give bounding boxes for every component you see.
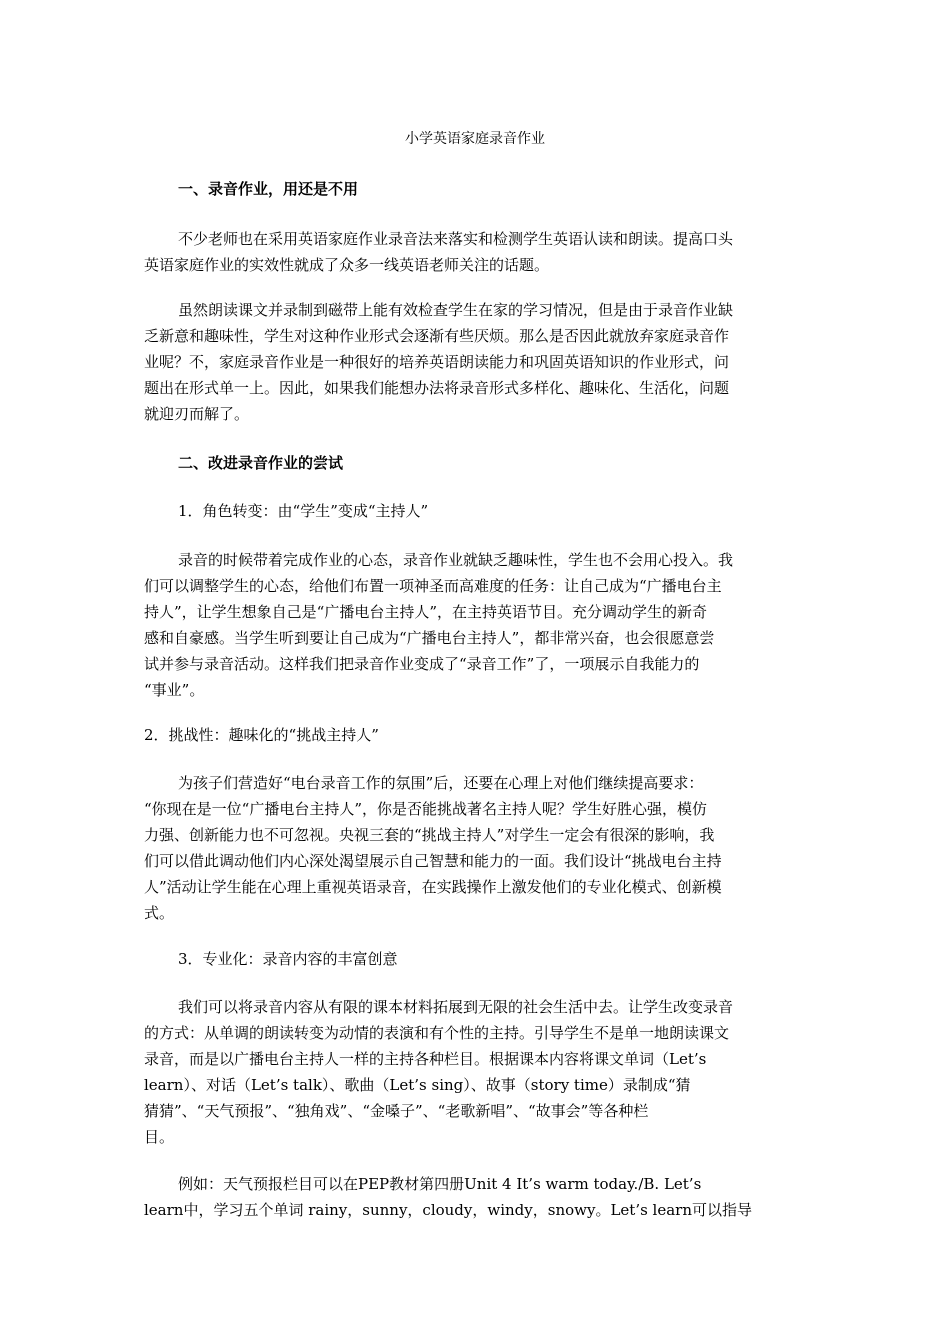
paragraph-line: 试并参与录音活动。这样我们把录音作业变成了“录音工作”了，一项展示自我能力的: [144, 655, 700, 673]
paragraph-line: 业呢？不，家庭录音作业是一种很好的培养英语朗读能力和巩固英语知识的作业形式，问: [144, 353, 730, 371]
paragraph-line: 录音，而是以广播电台主持人一样的主持各种栏目。根据课本内容将课文单词（Let’s: [144, 1050, 707, 1068]
document-title: 小学英语家庭录音作业: [405, 131, 545, 147]
paragraph-line: 感和自豪感。当学生听到要让自己成为“广播电台主持人”，都非常兴奋，也会很愿意尝: [144, 629, 715, 647]
section-heading-1: 一、录音作业，用还是不用: [178, 180, 359, 198]
paragraph-line: 目。: [144, 1128, 175, 1146]
paragraph-1: [144, 226, 799, 278]
paragraph-line: learn）、对话（Let’s talk）、歌曲（Let’s sing）、故事（story time）录制成“猜: [144, 1076, 691, 1094]
paragraph-line: 人”活动让学生能在心理上重视英语录音，在实践操作上激发他们的专业化模式、创新模: [144, 878, 722, 896]
paragraph-line: 为孩子们营造好“电台录音工作的氛围”后，还要在心理上对他们继续提高要求：: [178, 774, 704, 792]
paragraph-3: [144, 547, 799, 703]
paragraph-line: 猜猜”、“天气预报”、“独角戏”、“金嗓子”、“老歌新唱”、“故事会”等各种栏: [144, 1102, 649, 1120]
paragraph-line: 不少老师也在采用英语家庭作业录音法来落实和检测学生英语认读和朗读。提高口头: [178, 230, 734, 248]
paragraph-line: 英语家庭作业的实效性就成了众多一线英语老师关注的话题。: [144, 256, 550, 274]
paragraph-2: [144, 297, 799, 427]
subsection-heading-2: 2．挑战性：趣味化的“挑战主持人”: [144, 726, 379, 744]
subsection-heading-1: 1．角色转变：由“学生”变成“主持人”: [178, 502, 429, 520]
paragraph-line: 们可以借此调动他们内心深处渴望展示自己智慧和能力的一面。我们设计“挑战电台主持: [144, 852, 722, 870]
paragraph-line: 的方式：从单调的朗读转变为动情的表演和有个性的主持。引导学生不是单一地朗读课文: [144, 1024, 730, 1042]
paragraph-line: 就迎刃而解了。: [144, 405, 250, 423]
paragraph-line: “你现在是一位“广播电台主持人”，你是否能挑战著名主持人呢？学生好胜心强，模仿: [144, 800, 708, 818]
paragraph-line: learn中，学习五个单词 rainy，sunny，cloudy，windy，snowy。Let’s learn可以指导: [144, 1201, 753, 1219]
paragraph-line: 们可以调整学生的心态，给他们布置一项神圣而高难度的任务：让自己成为“广播电台主: [144, 577, 722, 595]
paragraph-line: 持人”，让学生想象自己是“广播电台主持人”，在主持英语节目。充分调动学生的新奇: [144, 603, 708, 621]
paragraph-line: 题出在形式单一上。因此，如果我们能想办法将录音形式多样化、趣味化、生活化，问题: [144, 379, 730, 397]
paragraph-line: “事业”。: [144, 681, 205, 699]
paragraph-line: 虽然朗读课文并录制到磁带上能有效检查学生在家的学习情况，但是由于录音作业缺: [178, 301, 734, 319]
paragraph-line: 录音的时候带着完成作业的心态，录音作业就缺乏趣味性，学生也不会用心投入。我: [178, 551, 734, 569]
paragraph-4: [144, 770, 799, 926]
paragraph-5: [144, 994, 799, 1150]
paragraph-6: [144, 1171, 799, 1223]
subsection-heading-3: 3．专业化：录音内容的丰富创意: [178, 950, 398, 968]
section-heading-2: 二、改进录音作业的尝试: [178, 454, 344, 472]
paragraph-line: 乏新意和趣味性，学生对这种作业形式会逐渐有些厌烦。那么是否因此就放弃家庭录音作: [144, 327, 730, 345]
paragraph-line: 我们可以将录音内容从有限的课本材料拓展到无限的社会生活中去。让学生改变录音: [178, 998, 734, 1016]
paragraph-line: 式。: [144, 904, 175, 922]
paragraph-line: 力强、创新能力也不可忽视。央视三套的“挑战主持人”对学生一定会有很深的影响，我: [144, 826, 715, 844]
paragraph-line: 例如：天气预报栏目可以在PEP教材第四册Unit 4 It’s warm today./B. Let’s: [178, 1175, 702, 1193]
